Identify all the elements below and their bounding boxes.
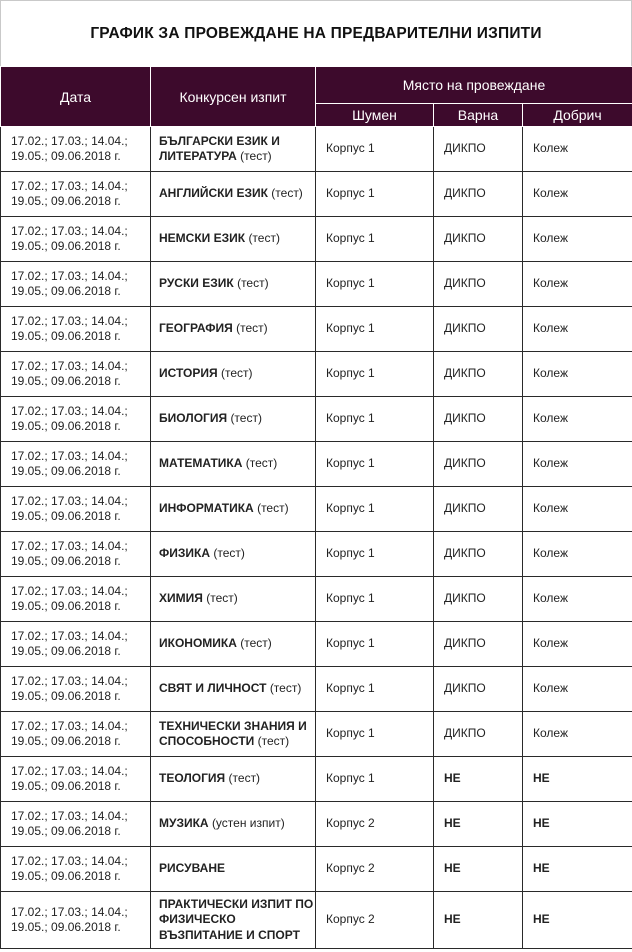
- exam-dates: 17.02.; 17.03.; 14.04.; 19.05.; 09.06.2018 г.: [1, 892, 151, 949]
- exam-dates: 17.02.; 17.03.; 14.04.; 19.05.; 09.06.2018 г.: [1, 577, 151, 622]
- exam-subject: [151, 667, 316, 712]
- header-place: Място на провеждане: [316, 67, 632, 104]
- exam-subject-name: АНГЛИЙСКИ ЕЗИК: [159, 186, 268, 201]
- location-varna: ДИКПО: [434, 532, 523, 577]
- exam-subject-name: СВЯТ И ЛИЧНОСТ: [159, 681, 267, 696]
- table-row: [1, 667, 632, 712]
- location-varna: ДИКПО: [434, 442, 523, 487]
- exam-subject: [151, 307, 316, 352]
- location-shumen: Корпус 1: [316, 667, 434, 712]
- location-shumen: Корпус 1: [316, 172, 434, 217]
- table-row: [1, 622, 632, 667]
- exam-dates: 17.02.; 17.03.; 14.04.; 19.05.; 09.06.2018 г.: [1, 172, 151, 217]
- exam-subject-name: МУЗИКА: [159, 816, 209, 831]
- table-body: [1, 127, 632, 949]
- location-dobrich: Колеж: [523, 172, 632, 217]
- exam-subject-name: НЕМСКИ ЕЗИК: [159, 231, 246, 246]
- exam-subject: [151, 262, 316, 307]
- exam-subject-name: МАТЕМАТИКА: [159, 456, 243, 471]
- exam-subject: [151, 442, 316, 487]
- exam-type-note: (тест): [240, 636, 272, 651]
- location-varna: ДИКПО: [434, 667, 523, 712]
- exam-type-note: (устен изпит): [211, 816, 285, 831]
- location-varna: НЕ: [434, 847, 523, 892]
- location-dobrich: Колеж: [523, 352, 632, 397]
- table-row: [1, 892, 632, 949]
- location-shumen: Корпус 1: [316, 397, 434, 442]
- location-varna: НЕ: [434, 757, 523, 802]
- table-row: [1, 172, 632, 217]
- location-varna: НЕ: [434, 892, 523, 949]
- location-dobrich: Колеж: [523, 217, 632, 262]
- exam-subject-name: ИСТОРИЯ: [159, 366, 218, 381]
- exam-subject-name: РУСКИ ЕЗИК: [159, 276, 234, 291]
- table-row: [1, 442, 632, 487]
- table-row: [1, 847, 632, 892]
- location-dobrich: Колеж: [523, 397, 632, 442]
- location-dobrich: НЕ: [523, 757, 632, 802]
- table-row: [1, 397, 632, 442]
- location-shumen: Корпус 1: [316, 262, 434, 307]
- exam-subject: [151, 397, 316, 442]
- location-shumen: Корпус 1: [316, 442, 434, 487]
- page-title: ГРАФИК ЗА ПРОВЕЖДАНЕ НА ПРЕДВАРИТЕЛНИ ИЗПИТИ: [0, 0, 632, 66]
- location-shumen: Корпус 1: [316, 487, 434, 532]
- header-dobrich: Добрич: [523, 104, 632, 127]
- exam-dates: 17.02.; 17.03.; 14.04.; 19.05.; 09.06.2018 г.: [1, 757, 151, 802]
- location-shumen: Корпус 1: [316, 532, 434, 577]
- table-row: [1, 712, 632, 757]
- exam-subject: [151, 532, 316, 577]
- exam-dates: 17.02.; 17.03.; 14.04.; 19.05.; 09.06.2018 г.: [1, 532, 151, 577]
- exam-subject: [151, 577, 316, 622]
- exam-subject: [151, 352, 316, 397]
- exam-subject: [151, 712, 316, 757]
- table-row: [1, 307, 632, 352]
- header-exam: Конкурсен изпит: [151, 67, 316, 127]
- location-varna: НЕ: [434, 802, 523, 847]
- exam-type-note: (тест): [206, 591, 238, 606]
- exam-dates: 17.02.; 17.03.; 14.04.; 19.05.; 09.06.2018 г.: [1, 352, 151, 397]
- location-shumen: Корпус 2: [316, 802, 434, 847]
- exam-subject-name: ГЕОГРАФИЯ: [159, 321, 233, 336]
- location-varna: ДИКПО: [434, 172, 523, 217]
- location-shumen: Корпус 1: [316, 622, 434, 667]
- exam-dates: 17.02.; 17.03.; 14.04.; 19.05.; 09.06.2018 г.: [1, 487, 151, 532]
- exam-type-note: (тест): [248, 231, 280, 246]
- location-varna: ДИКПО: [434, 622, 523, 667]
- location-varna: ДИКПО: [434, 397, 523, 442]
- exam-subject-name: ПРАКТИЧЕСКИ ИЗПИТ ПО ФИЗИЧЕСКО ВЪЗПИТАНИЕ И СПОРТ: [159, 896, 314, 942]
- location-varna: ДИКПО: [434, 352, 523, 397]
- location-dobrich: Колеж: [523, 532, 632, 577]
- exam-subject: [151, 127, 316, 172]
- location-dobrich: НЕ: [523, 847, 632, 892]
- exam-dates: 17.02.; 17.03.; 14.04.; 19.05.; 09.06.2018 г.: [1, 622, 151, 667]
- exam-dates: 17.02.; 17.03.; 14.04.; 19.05.; 09.06.2018 г.: [1, 802, 151, 847]
- location-shumen: Корпус 1: [316, 217, 434, 262]
- header-shumen: Шумен: [316, 104, 434, 127]
- exam-dates: 17.02.; 17.03.; 14.04.; 19.05.; 09.06.2018 г.: [1, 217, 151, 262]
- exam-dates: 17.02.; 17.03.; 14.04.; 19.05.; 09.06.2018 г.: [1, 262, 151, 307]
- exam-subject: [151, 847, 316, 892]
- location-dobrich: Колеж: [523, 262, 632, 307]
- location-varna: ДИКПО: [434, 712, 523, 757]
- exam-dates: 17.02.; 17.03.; 14.04.; 19.05.; 09.06.2018 г.: [1, 442, 151, 487]
- exam-type-note: (тест): [228, 771, 261, 786]
- exam-type-note: (тест): [271, 186, 303, 201]
- exam-subject: [151, 802, 316, 847]
- location-shumen: Корпус 2: [316, 892, 434, 949]
- exam-type-note: (тест): [220, 366, 253, 381]
- location-dobrich: Колеж: [523, 622, 632, 667]
- location-shumen: Корпус 1: [316, 577, 434, 622]
- exam-subject-name: БИОЛОГИЯ: [159, 411, 228, 426]
- table-row: [1, 577, 632, 622]
- exam-type-note: (тест): [240, 149, 272, 163]
- exam-dates: 17.02.; 17.03.; 14.04.; 19.05.; 09.06.2018 г.: [1, 667, 151, 712]
- table-row: [1, 487, 632, 532]
- table-row: [1, 352, 632, 397]
- location-dobrich: Колеж: [523, 487, 632, 532]
- exam-subject: [151, 217, 316, 262]
- exam-subject-name: ХИМИЯ: [159, 591, 203, 606]
- exam-type-note: (тест): [236, 321, 268, 336]
- header-date: Дата: [1, 67, 151, 127]
- header-varna: Варна: [434, 104, 523, 127]
- table-row: [1, 262, 632, 307]
- location-varna: ДИКПО: [434, 307, 523, 352]
- location-shumen: Корпус 1: [316, 352, 434, 397]
- location-dobrich: Колеж: [523, 307, 632, 352]
- exam-subject-name: ТЕХНИЧЕСКИ ЗНАНИЯ И СПОСОБНОСТИ: [159, 718, 307, 748]
- exam-subject: [151, 487, 316, 532]
- table-row: [1, 532, 632, 577]
- exam-subject-name: ФИЗИКА: [159, 546, 210, 561]
- location-varna: ДИКПО: [434, 577, 523, 622]
- exam-schedule-table: [0, 66, 632, 949]
- exam-dates: 17.02.; 17.03.; 14.04.; 19.05.; 09.06.2018 г.: [1, 712, 151, 757]
- exam-subject-name: РИСУВАНЕ: [159, 861, 226, 876]
- location-dobrich: Колеж: [523, 667, 632, 712]
- location-dobrich: Колеж: [523, 442, 632, 487]
- location-varna: ДИКПО: [434, 487, 523, 532]
- exam-type-note: (тест): [237, 276, 269, 291]
- exam-subject-name: ТЕОЛОГИЯ: [159, 771, 226, 786]
- location-varna: ДИКПО: [434, 262, 523, 307]
- location-shumen: Корпус 1: [316, 127, 434, 172]
- location-dobrich: НЕ: [523, 802, 632, 847]
- exam-subject-name: ИКОНОМИКА: [159, 636, 237, 651]
- exam-dates: 17.02.; 17.03.; 14.04.; 19.05.; 09.06.2018 г.: [1, 847, 151, 892]
- exam-dates: 17.02.; 17.03.; 14.04.; 19.05.; 09.06.2018 г.: [1, 307, 151, 352]
- location-dobrich: Колеж: [523, 577, 632, 622]
- table-row: [1, 757, 632, 802]
- exam-subject-name: ИНФОРМАТИКА: [159, 501, 254, 516]
- location-varna: ДИКПО: [434, 217, 523, 262]
- exam-subject: [151, 757, 316, 802]
- exam-type-note: (тест): [230, 411, 262, 426]
- exam-type-note: (тест): [269, 681, 302, 696]
- exam-dates: 17.02.; 17.03.; 14.04.; 19.05.; 09.06.2018 г.: [1, 127, 151, 172]
- location-shumen: Корпус 1: [316, 757, 434, 802]
- exam-type-note: (тест): [245, 456, 278, 471]
- location-dobrich: Колеж: [523, 127, 632, 172]
- location-shumen: Корпус 1: [316, 307, 434, 352]
- location-varna: ДИКПО: [434, 127, 523, 172]
- exam-type-note: (тест): [213, 546, 245, 561]
- exam-subject: [151, 622, 316, 667]
- location-dobrich: НЕ: [523, 892, 632, 949]
- location-shumen: Корпус 2: [316, 847, 434, 892]
- exam-subject-name: БЪЛГАРСКИ ЕЗИК И ЛИТЕРАТУРА: [159, 133, 280, 163]
- exam-subject: [151, 892, 316, 949]
- table-row: [1, 127, 632, 172]
- exam-subject: [151, 172, 316, 217]
- exam-type-note: (тест): [257, 734, 290, 748]
- table-row: [1, 802, 632, 847]
- location-dobrich: Колеж: [523, 712, 632, 757]
- exam-dates: 17.02.; 17.03.; 14.04.; 19.05.; 09.06.2018 г.: [1, 397, 151, 442]
- exam-type-note: (тест): [257, 501, 289, 516]
- location-shumen: Корпус 1: [316, 712, 434, 757]
- table-row: [1, 217, 632, 262]
